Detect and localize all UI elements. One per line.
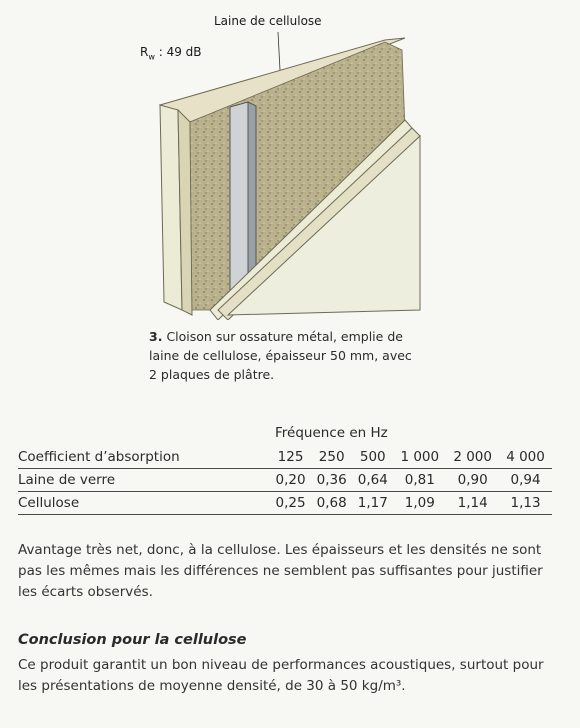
table-cell: 0,36	[311, 469, 352, 492]
table-cell: 0,81	[393, 469, 446, 492]
freq-header: 1 000	[393, 446, 446, 469]
frequency-title: Fréquence en Hz	[275, 425, 388, 441]
freq-header: 4 000	[499, 446, 552, 469]
table-header-row	[18, 446, 552, 469]
table-cell: 1,14	[446, 492, 499, 515]
table-cell: 0,94	[499, 469, 552, 492]
table-row	[18, 469, 552, 492]
rw-rating: $R_w$ : 49 dB	[140, 45, 202, 62]
table-cell: 0,20	[270, 469, 311, 492]
caption-text: Cloison sur ossature métal, emplie de laine de cellulose, épaisseur 50 mm, avec 2 plaques de plâtre.	[149, 329, 412, 382]
absorption-table	[18, 446, 552, 515]
freq-header: 500	[352, 446, 393, 469]
table-row	[18, 492, 552, 515]
freq-header: 250	[311, 446, 352, 469]
freq-header: 125	[270, 446, 311, 469]
cellulose-callout-label: Laine de cellulose	[214, 14, 322, 28]
conclusion-paragraph: Ce produit garantit un bon niveau de performances acoustiques, surtout pour les présentations de moyenne densité, de 30 à 50 kg/m³.	[18, 657, 544, 694]
table-cell: 0,64	[352, 469, 393, 492]
freq-header: 2 000	[446, 446, 499, 469]
row-label: Laine de verre	[18, 469, 270, 492]
table-cell: 0,25	[270, 492, 311, 515]
table-cell: 1,17	[352, 492, 393, 515]
body-paragraph: Avantage très net, donc, à la cellulose. Les épaisseurs et les densités ne sont pas les mêmes mais les différences ne semblent pas suffisantes pour justifier les écarts observés.	[18, 542, 543, 600]
caption-number: 3.	[149, 329, 163, 344]
table-cell: 0,68	[311, 492, 352, 515]
conclusion-heading: Conclusion pour la cellulose	[18, 632, 247, 648]
table-cell: 1,09	[393, 492, 446, 515]
table-cell: 0,90	[446, 469, 499, 492]
row-label: Cellulose	[18, 492, 270, 515]
table-cell: 1,13	[499, 492, 552, 515]
figure-caption	[149, 327, 419, 384]
header-label: Coefficient d’absorption	[18, 446, 270, 469]
